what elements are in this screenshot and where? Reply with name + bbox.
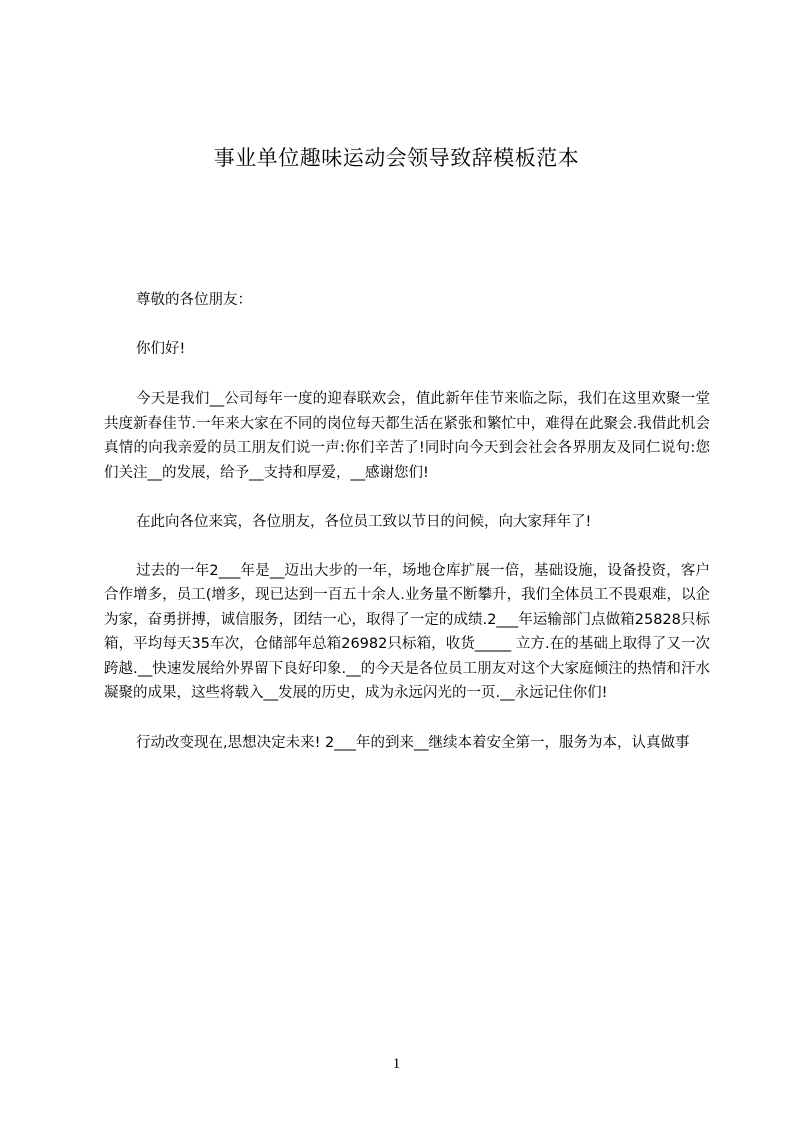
paragraph-3: 过去的一年2___年是__迈出大步的一年，场地仓库扩展一倍，基础设施，设备投资，客户合作增多，员工(增多，现已达到一百五十余人.业务量不断攀升，我们全体员工不畏艰难，以企为家，奋勇拼搏，诚信服务，团结一心，取得了一定的成绩.2___年运输部门点做箱25828只标箱，平均每天35车次，仓储部年总箱26982只标箱，收货_____ 立方.在的基础上取得了又一次跨越.__快速发展给外界留下良好印象.__的今天是各位员工朋友对这个大家庭倾注的热情和汗水凝聚的成果，这些将载入__发展的历史，成为永远闪光的一页.__永远记住你们! <box>104 562 710 701</box>
paragraph-4: 行动改变现在,思想决定未来! 2___年的到来__继续本着安全第一，服务为本，认真做事 <box>136 734 690 751</box>
document-body <box>104 288 710 755</box>
paragraph-2: 在此向各位来宾，各位朋友，各位员工致以节日的问候，向大家拜年了! <box>136 514 592 530</box>
salutation: 尊敬的各位朋友： <box>136 292 252 308</box>
document-title: 事业单位趣味运动会领导致辞模板范本 <box>213 146 580 170</box>
page-number: 1 <box>392 1056 401 1072</box>
greeting: 你们好! <box>136 340 186 357</box>
paragraph-1: 今天是我们__公司每年一度的迎春联欢会，值此新年佳节来临之际，我们在这里欢聚一堂共度新春佳节.一年来大家在不同的岗位每天都生活在紧张和繁忙中，难得在此聚会.我借此机会真情的向我亲爱的员工朋友们说一声:你们辛苦了!同时向今天到会社会各界朋友及同仁说句:您们关注__的发展，给予__支持和厚爱，__感谢您们! <box>104 391 710 481</box>
